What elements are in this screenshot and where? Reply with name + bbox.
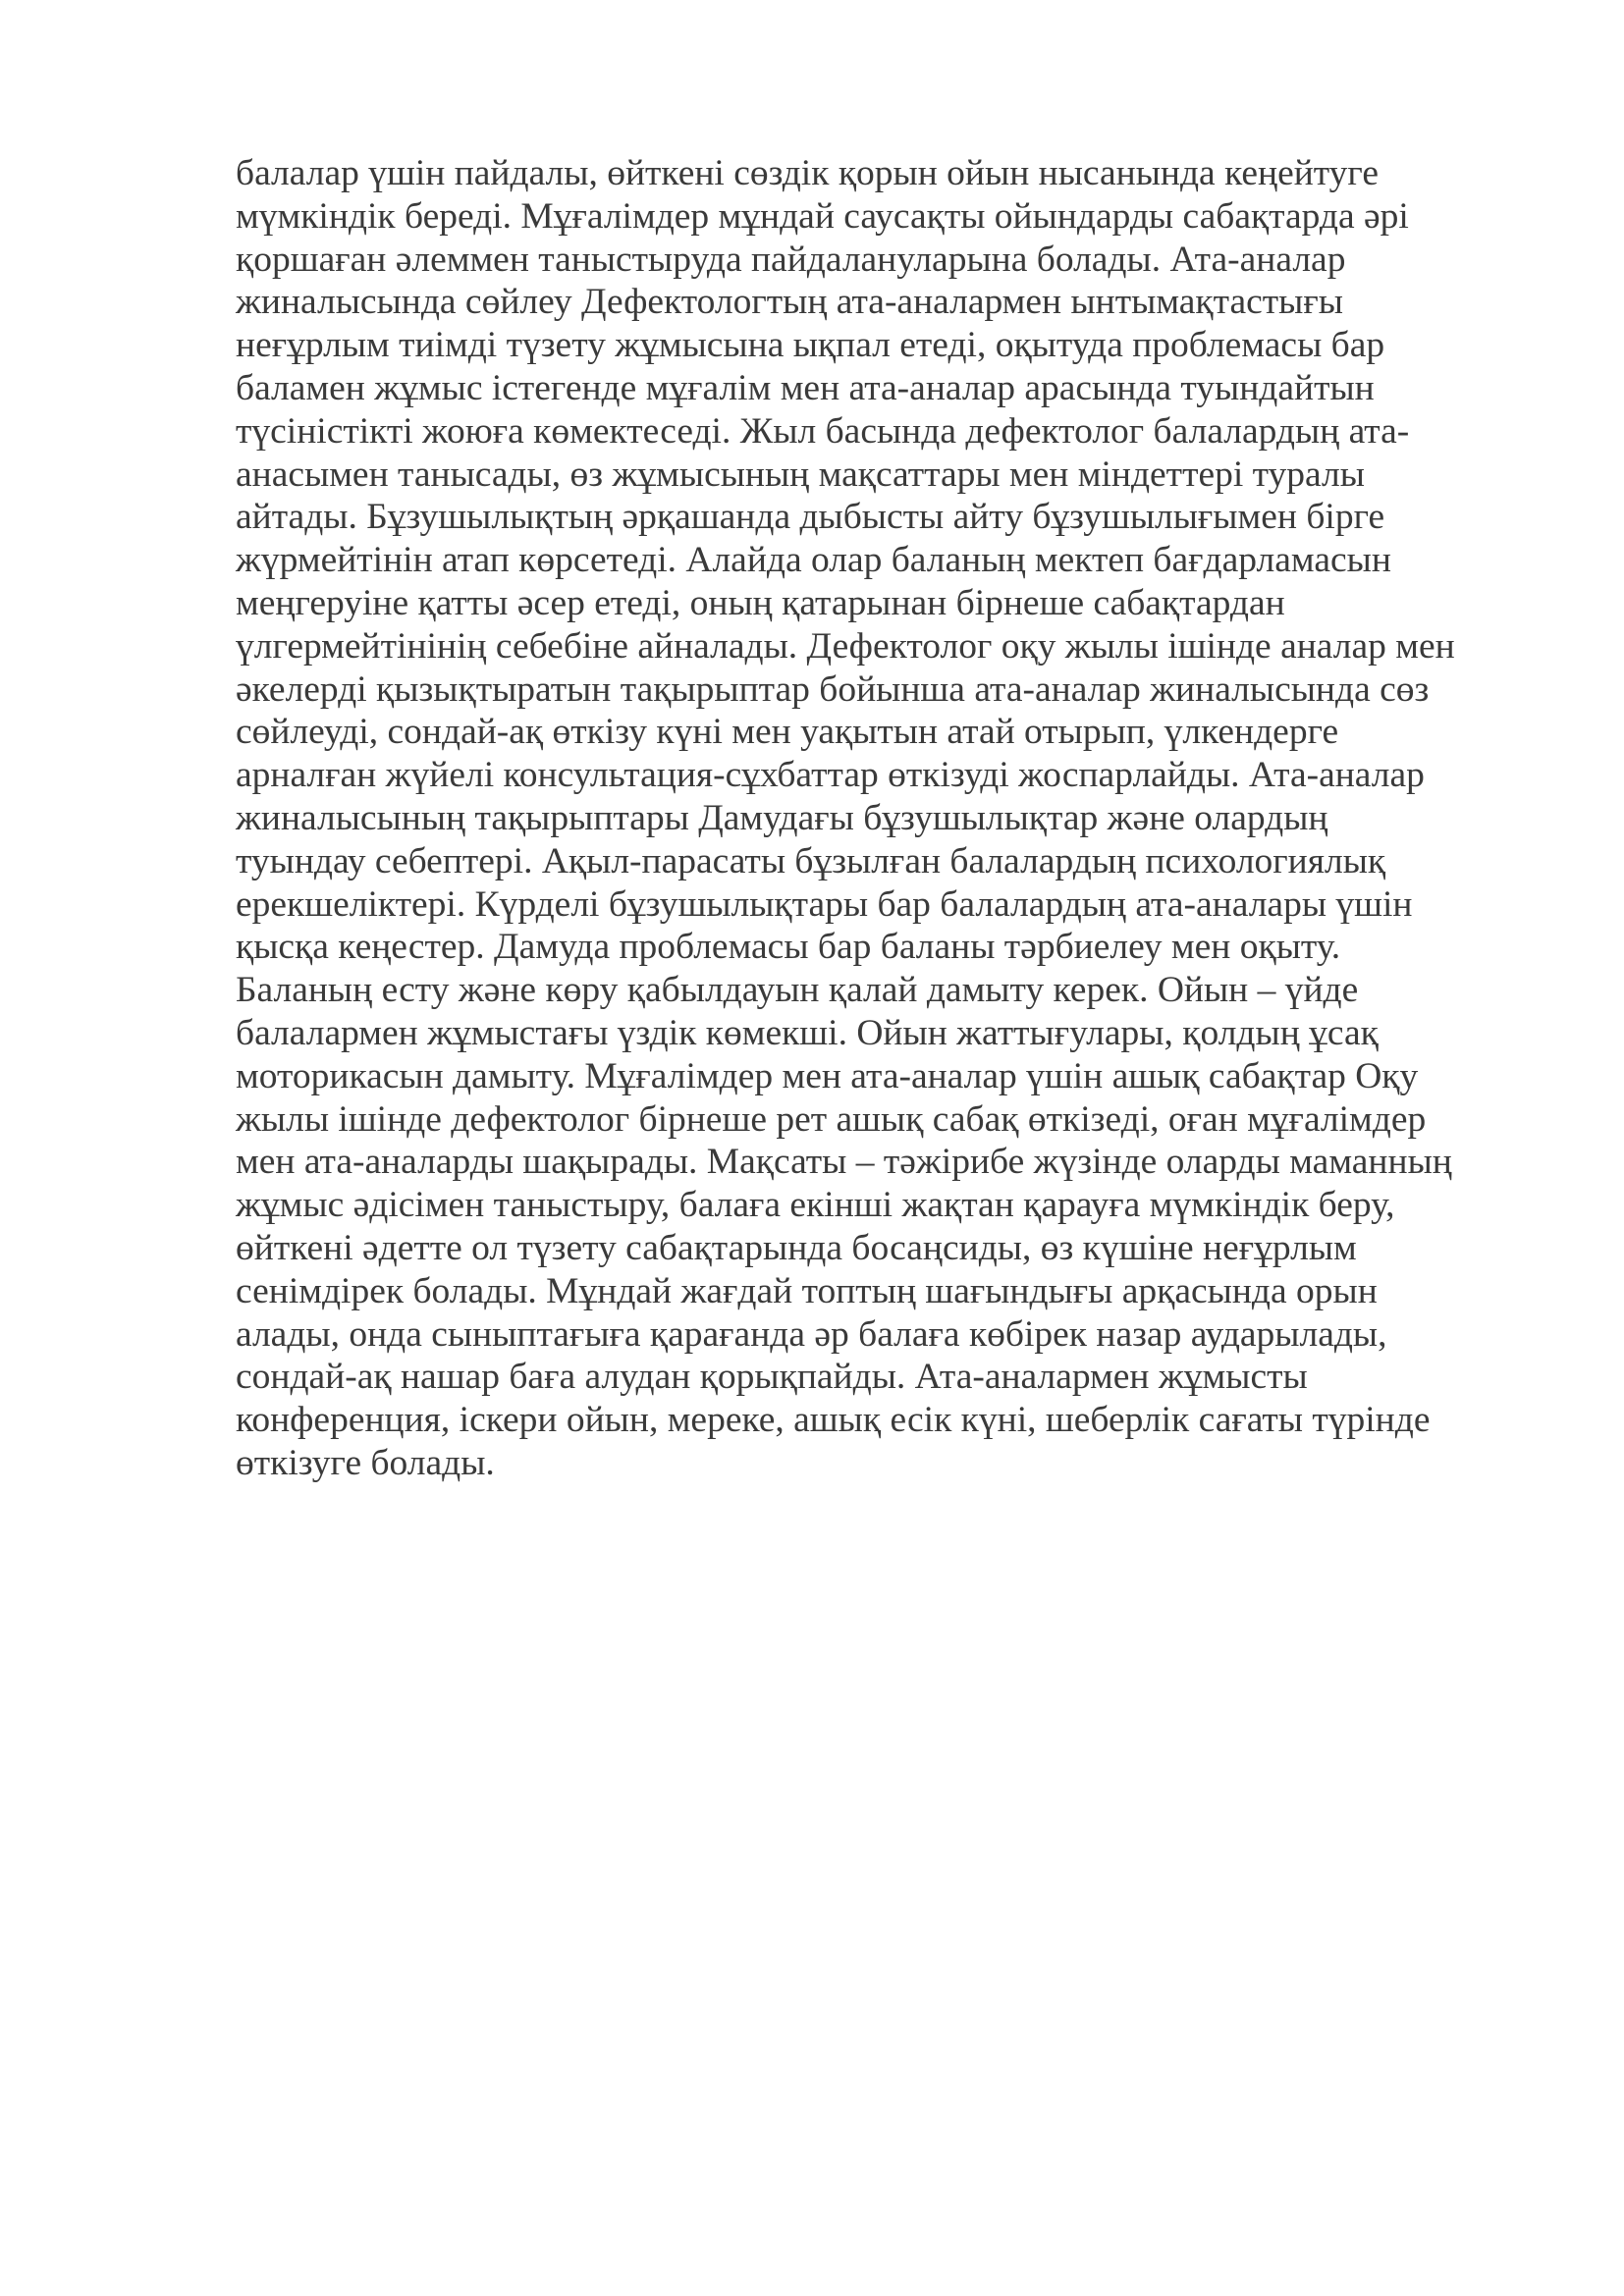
text-line: балалар үшін пайдалы, өйткені сөздік қорын ойын нысанында кеңейтуге [236, 153, 1379, 193]
text-line: айтады. Бұзушылықтың әрқашанда дыбысты айту бұзушылығымен бірге [236, 497, 1385, 538]
text-line: туындау себептері. Ақыл-парасаты бұзылған балалардың психологиялық [236, 840, 1386, 881]
text-line: неғұрлым тиімді түзету жұмысына ықпал етеді, оқытуда проблемасы бар [236, 325, 1385, 366]
text-line: жиналысында сөйлеу Дефектологтың ата-аналармен ынтымақтастығы [236, 282, 1343, 323]
body-paragraph [236, 152, 1512, 1485]
text-line: сөйлеуді, сондай-ақ өткізу күні мен уақытын атай отырып, үлкендерге [236, 712, 1339, 753]
text-line: ерекшеліктері. Күрделі бұзушылықтары бар балалардың ата-аналары үшін [236, 883, 1413, 925]
text-line: балалармен жұмыстағы үздік көмекші. Ойын жаттығулары, қолдың ұсақ [236, 1012, 1379, 1053]
text-line: үлгермейтінінің себебіне айналады. Дефектолог оқу жылы ішінде аналар мен [236, 625, 1455, 667]
text-line: жиналысының тақырыптары Дамудағы бұзушылықтар және олардың [236, 797, 1328, 838]
text-line: әкелерді қызықтыратын тақырыптар бойынша ата-аналар жиналысында сөз [236, 668, 1430, 710]
text-line: моторикасын дамыту. Мұғалімдер мен ата-аналар үшін ашық сабақтар Оқу [236, 1055, 1419, 1096]
text-line: сенімдірек болады. Мұндай жағдай топтың шағындығы арқасында орын [236, 1270, 1378, 1311]
text-line: меңгеруіне қатты әсер етеді, оның қатарынан бірнеше сабақтардан [236, 582, 1285, 623]
text-line: конференция, іскери ойын, мереке, ашық есік күні, шеберлік сағаты түрінде [236, 1400, 1431, 1441]
text-line: мүмкіндік береді. Мұғалімдер мұндай саусақты ойындарды сабақтарда әрі [236, 195, 1409, 237]
text-line: мен ата-аналарды шақырады. Мақсаты – тәжірибе жүзінде оларды маманның [236, 1142, 1452, 1183]
text-line: сондай-ақ нашар баға алудан қорықпайды. Ата-аналармен жұмысты [236, 1357, 1308, 1398]
text-line: жүрмейтінін атап көрсетеді. Алайда олар баланың мектеп бағдарламасын [236, 540, 1391, 581]
text-line: анасымен танысады, өз жұмысының мақсаттары мен міндеттері туралы [236, 454, 1365, 495]
text-line: қоршаған әлеммен таныстыруда пайдалануларына болады. Ата-аналар [236, 239, 1346, 280]
text-line: баламен жұмыс істегенде мұғалім мен ата-аналар арасында туындайтын [236, 367, 1375, 408]
text-line: өйткені әдетте ол түзету сабақтарында босаңсиды, өз күшіне неғұрлым [236, 1227, 1357, 1268]
text-line: түсіністікті жоюға көмектеседі. Жыл басында дефектолог балалардың ата- [236, 410, 1410, 452]
text-line: Баланың есту және көру қабылдауын қалай дамыту керек. Ойын – үйде [236, 970, 1359, 1011]
text-line: өткізуге болады. [236, 1442, 495, 1483]
text-line: арналған жүйелі консультация-сұхбаттар өткізуді жоспарлайды. Ата-аналар [236, 755, 1425, 796]
text-line: жұмыс әдісімен таныстыру, балаға екінші жақтан қарауға мүмкіндік беру, [236, 1185, 1395, 1226]
text-line: қысқа кеңестер. Дамуда проблемасы бар баланы тәрбиелеу мен оқыту. [236, 927, 1341, 968]
text-line: алады, онда сыныптағыға қарағанда әр балаға көбірек назар аударылады, [236, 1313, 1387, 1355]
text-line: жылы ішінде дефектолог бірнеше рет ашық сабақ өткізеді, оған мұғалімдер [236, 1098, 1427, 1140]
